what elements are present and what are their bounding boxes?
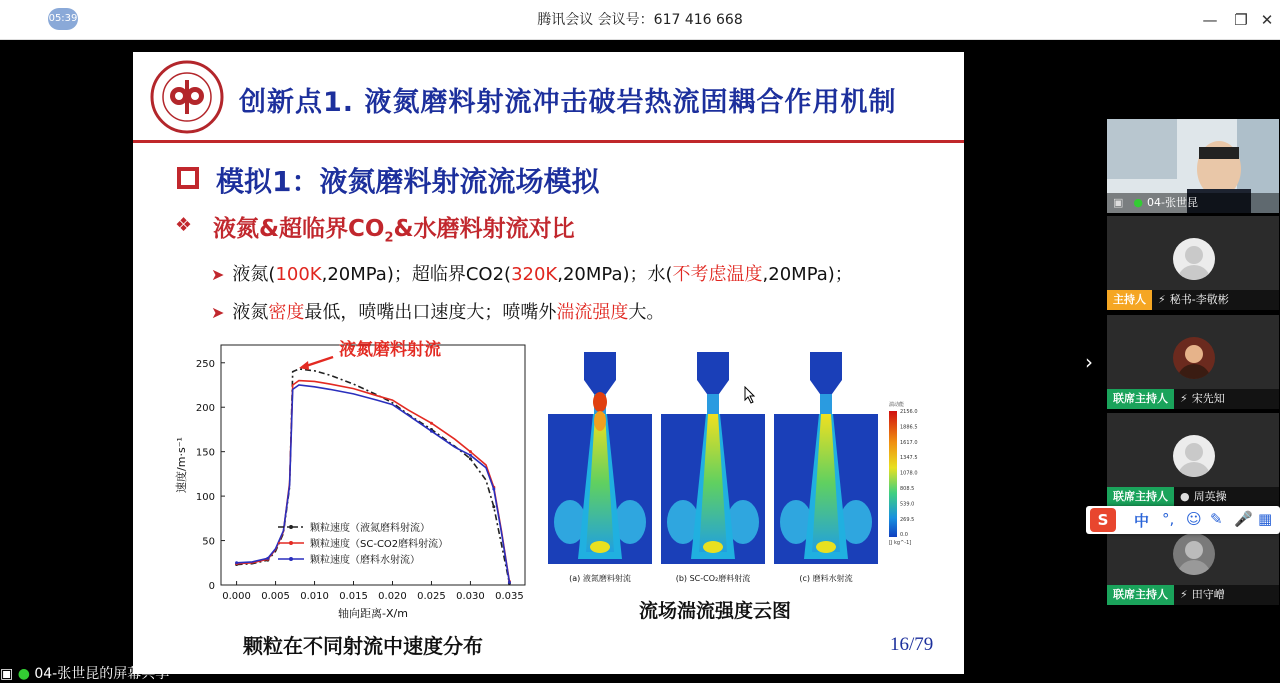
participant-label: 主持人 ⚡ 秘书-李敬彬 bbox=[1107, 290, 1279, 310]
legend-marker bbox=[289, 557, 293, 561]
page-number: 16/79 bbox=[890, 634, 934, 655]
colorbar bbox=[889, 411, 897, 537]
subtitle: 液氮&超临界$CO_2\&$水磨料射流对比 bbox=[213, 216, 575, 246]
arrow-bullet-icon: ➤ bbox=[211, 303, 225, 322]
colorbar-tick: 1078.0 bbox=[900, 470, 918, 477]
x-tick-label: 0.030 bbox=[456, 591, 485, 602]
colorbar-tick: 1347.5 bbox=[900, 455, 918, 462]
series-point bbox=[492, 488, 495, 491]
ime-toolbar[interactable] bbox=[1086, 506, 1280, 534]
x-tick-label: 0.010 bbox=[300, 591, 329, 602]
x-tick-label: 0.020 bbox=[378, 591, 407, 602]
section-title: 模拟1：液氮磨料射流流场模拟 bbox=[216, 165, 600, 198]
avatar bbox=[1173, 337, 1215, 379]
contour-panels bbox=[548, 352, 878, 583]
series-point bbox=[508, 581, 511, 584]
y-tick-label: 0 bbox=[208, 581, 215, 592]
series-point bbox=[430, 430, 433, 433]
hot-spot bbox=[593, 392, 607, 412]
title-divider bbox=[133, 140, 964, 143]
colorbar-tick: 539.0 bbox=[900, 501, 915, 508]
colorbar-tick: 808.5 bbox=[900, 486, 915, 492]
x-tick-label: 0.000 bbox=[222, 591, 251, 602]
legend-label: 颗粒速度（磨料水射流） bbox=[310, 555, 420, 566]
participant-tile[interactable] bbox=[1107, 413, 1279, 507]
series-point bbox=[492, 505, 495, 508]
colorbar-tick: 2156.0 bbox=[900, 409, 918, 415]
panel-label: (a) 液氮磨料射流 bbox=[569, 574, 631, 583]
series-point bbox=[469, 450, 472, 453]
nozzle-inlet bbox=[810, 352, 842, 380]
punct-toggle[interactable]: °, bbox=[1162, 510, 1175, 528]
screen-share-icon: ▣ bbox=[1113, 196, 1124, 209]
velocity-chart bbox=[168, 337, 538, 637]
participant-tile[interactable] bbox=[1107, 216, 1279, 310]
nozzle-taper bbox=[810, 380, 842, 394]
y-tick-label: 150 bbox=[195, 447, 215, 459]
meeting-title: 腾讯会议 会议号：617 416 668 bbox=[537, 12, 743, 28]
emoji-icon[interactable]: ☺ bbox=[1186, 510, 1202, 528]
legend-marker bbox=[289, 525, 293, 529]
nozzle-taper bbox=[697, 380, 729, 394]
colorbar-tick: 0.0 bbox=[900, 532, 908, 539]
skin-icon[interactable]: ✎ bbox=[1210, 510, 1223, 528]
series-point bbox=[469, 457, 472, 460]
university-logo bbox=[150, 60, 224, 134]
panel-label: (b) SC-CO₂磨料射流 bbox=[675, 574, 751, 583]
impact-zone bbox=[816, 541, 836, 553]
nozzle-taper bbox=[584, 380, 616, 394]
series-point bbox=[235, 561, 238, 564]
voice-icon[interactable]: 🎤 bbox=[1234, 510, 1253, 528]
mic-on-icon: ● bbox=[1133, 196, 1144, 209]
contour-caption: 流场湍流强度云图 bbox=[639, 600, 792, 622]
mic-muted-icon: ⚡ bbox=[1180, 392, 1188, 405]
impact-zone bbox=[703, 541, 723, 553]
series-point bbox=[266, 557, 269, 560]
y-axis-label: 速度/m·s⁻¹ bbox=[175, 437, 188, 493]
participant-label: 联席主持人 ⚡ 田守嶒 bbox=[1107, 585, 1279, 605]
mouse-cursor-icon bbox=[744, 386, 756, 404]
shared-slide bbox=[133, 52, 964, 674]
panel-label: (c) 磨料水射流 bbox=[799, 574, 853, 583]
legend-marker bbox=[289, 541, 293, 545]
close-icon[interactable]: ✕ bbox=[1260, 11, 1274, 29]
apps-icon[interactable]: ▦ bbox=[1258, 510, 1273, 528]
series-point bbox=[430, 422, 433, 425]
screen-share-label: ▣ ● 04-张世昆的屏幕共享 bbox=[0, 666, 170, 682]
mic-muted-icon: ⚡ bbox=[1158, 293, 1166, 306]
nozzle-throat bbox=[707, 394, 719, 416]
participant-tile[interactable] bbox=[1107, 315, 1279, 409]
lang-toggle[interactable]: 中 bbox=[1134, 512, 1150, 530]
participant-label: 联席主持人 ● 周英操 bbox=[1107, 487, 1279, 507]
turbulence-contours bbox=[543, 347, 943, 592]
hot-spot bbox=[594, 411, 606, 431]
colorbar-tick: 1617.0 bbox=[900, 439, 918, 446]
colorbar-unit: [J kg^-1] bbox=[889, 540, 912, 546]
y-tick-label: 100 bbox=[195, 492, 215, 504]
square-bullet-icon bbox=[177, 167, 199, 189]
y-tick-label: 200 bbox=[195, 403, 215, 415]
window-titlebar bbox=[0, 0, 1280, 40]
bullet-conditions: ➤ 液氮(100K,20MPa)；超临界CO2(320K,20MPa)；水(不考虑温度,20MPa)； bbox=[211, 264, 853, 285]
nozzle-throat bbox=[820, 394, 832, 416]
screen-share-icon: ▣ bbox=[0, 666, 14, 682]
participant-label: ▣ ● 04-张世昆 bbox=[1107, 193, 1279, 213]
legend-label: 颗粒速度（SC-CO2磨料射流） bbox=[310, 539, 449, 550]
sogou-logo-icon[interactable]: S bbox=[1090, 508, 1116, 532]
meeting-timer[interactable]: 05:39 bbox=[48, 8, 78, 30]
chart-caption: 颗粒在不同射流中速度分布 bbox=[243, 634, 483, 658]
nozzle-inlet bbox=[584, 352, 616, 380]
avatar bbox=[1173, 435, 1215, 477]
x-tick-label: 0.025 bbox=[417, 591, 446, 602]
y-tick-label: 50 bbox=[202, 536, 215, 548]
bullet-conclusion: ➤ 液氮密度最低，喷嘴出口速度大；喷嘴外湍流强度大。 bbox=[211, 302, 665, 323]
y-tick-label: 250 bbox=[195, 358, 215, 370]
minimize-icon[interactable]: — bbox=[1202, 11, 1218, 29]
x-tick-label: 0.015 bbox=[339, 591, 368, 602]
annotation-label: 液氮磨料射流 bbox=[339, 340, 442, 360]
x-tick-label: 0.035 bbox=[495, 591, 524, 602]
avatar bbox=[1173, 533, 1215, 575]
chevron-right-icon[interactable]: › bbox=[1085, 350, 1093, 374]
legend-label: 颗粒速度（液氮磨料射流） bbox=[310, 523, 430, 534]
avatar bbox=[1173, 238, 1215, 280]
colorbar-tick: 269.5 bbox=[900, 516, 915, 523]
participant-label: 联席主持人 ⚡ 宋先知 bbox=[1107, 389, 1279, 409]
diamond-bullet-icon: ❖ bbox=[175, 214, 193, 236]
arrow-bullet-icon: ➤ bbox=[211, 265, 225, 284]
slide-title: 创新点1. 液氮磨料射流冲击破岩热流固耦合作用机制 bbox=[239, 87, 897, 118]
x-tick-label: 0.005 bbox=[261, 591, 290, 602]
participant-tile-speaker[interactable] bbox=[1107, 119, 1279, 213]
nozzle-inlet bbox=[697, 352, 729, 380]
x-axis-label: 轴向距离-X/m bbox=[338, 607, 408, 620]
restore-icon[interactable]: ❐ bbox=[1234, 11, 1248, 29]
colorbar-tick: 1886.5 bbox=[900, 424, 918, 431]
impact-zone bbox=[590, 541, 610, 553]
mic-on-icon: ● bbox=[1180, 490, 1190, 503]
colorbar-title: 湍动能 bbox=[889, 402, 905, 408]
series-point bbox=[469, 454, 472, 457]
mic-muted-icon: ⚡ bbox=[1180, 588, 1188, 601]
mic-on-icon: ● bbox=[17, 666, 30, 682]
